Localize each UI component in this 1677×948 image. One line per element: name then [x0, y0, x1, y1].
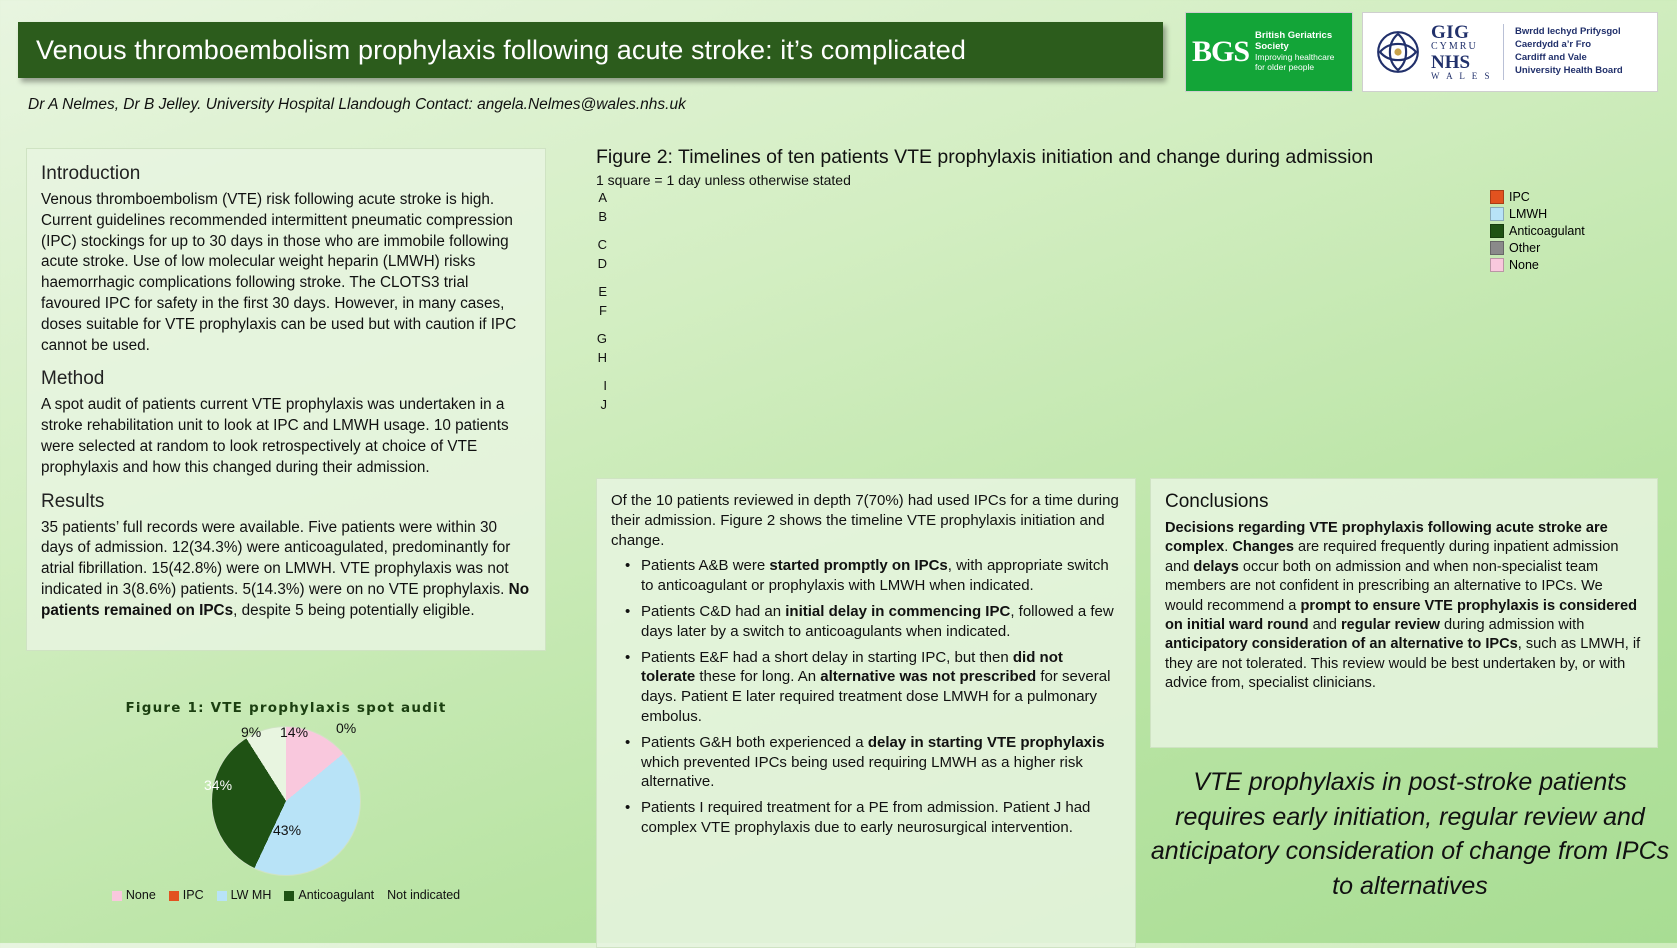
- timeline-row-label: A: [598, 190, 607, 205]
- authors-line: Dr A Nelmes, Dr B Jelley. University Hospital Llandough Contact: angela.Nelmes@wales.nhs.uk: [28, 96, 686, 113]
- bgs-logo-line2: Improving healthcare: [1255, 52, 1335, 63]
- legend1-item-lmwh: [217, 888, 272, 902]
- legend1-label-lmwh: LW MH: [230, 888, 272, 902]
- timeline-row: [596, 329, 1486, 348]
- pie-label-anticoagulant: 34%: [204, 777, 233, 793]
- timeline-row: [596, 376, 1486, 395]
- wales-text: W A L E S: [1431, 70, 1493, 81]
- legend1-item-none: [112, 888, 156, 902]
- introduction-heading: Introduction: [41, 163, 141, 184]
- findings-bullet-emphasis: started promptly on IPCs: [769, 557, 948, 575]
- conclusions-t1: .: [1224, 539, 1233, 556]
- introduction-text: Venous thromboembolism (VTE) risk following acute stroke is high. Current guidelines recommended intermittent pneumatic compression (IPC) stockings for up to 30 days in those who are immobile following acute stroke. Use of low molecular weight heparin (LMWH) risks haemorrhagic complications following stroke. The CLOTS3 trial favoured IPC for safety in the first 30 days. However, in many cases, doses suitable for VTE prophylaxis can be used but with caution if IPC cannot be used.: [41, 191, 517, 354]
- findings-bullet-text: Patients E&F had a short delay in starting IPC, but then: [641, 648, 1013, 666]
- legend2-label: LMWH: [1509, 207, 1548, 221]
- legend2-label: Other: [1509, 241, 1541, 255]
- findings-bullet-text: Patients I required treatment for a PE from admission. Patient J had complex VTE prophylaxis due to early neurosurgical intervention.: [641, 799, 1091, 836]
- timeline-row-label: H: [597, 350, 607, 365]
- findings-bullet-emphasis: alternative was not prescribed: [820, 668, 1037, 686]
- timeline-row: [596, 282, 1486, 301]
- legend2-swatch: [1490, 190, 1504, 204]
- conclusions-b6: anticipatory consideration of an alternative to IPCs: [1165, 636, 1518, 653]
- bgs-logo-letters: BGS: [1192, 35, 1250, 68]
- timeline-row-label: E: [598, 284, 607, 299]
- figure2-legend: [1490, 190, 1585, 275]
- findings-bullet-text: Patients G&H both experienced a: [641, 733, 868, 751]
- findings-bullet-text: , followed a few days later by a switch to anticoagulants when indicated.: [641, 602, 1114, 640]
- figure1-block: [26, 700, 546, 902]
- findings-bullet: [629, 556, 1121, 596]
- method-text: A spot audit of patients current VTE prophylaxis was undertaken in a stroke rehabilitation unit to look at IPC and LMWH usage. 10 patients were selected at random to look retrospectively at choice of VTE prophylaxis and how this changed during their admission.: [41, 396, 509, 476]
- results-text-bold: No patients remained on IPCs: [41, 580, 530, 619]
- bgs-logo: [1185, 12, 1353, 92]
- timeline-row-gap: [596, 273, 1486, 282]
- timeline-row-gap: [596, 320, 1486, 329]
- legend2-swatch: [1490, 258, 1504, 272]
- legend2-label: IPC: [1509, 190, 1530, 204]
- findings-bullet-text: Patients A&B were: [641, 557, 770, 575]
- timeline-row-label: C: [597, 237, 607, 252]
- findings-bullet-text: Patients C&D had an: [641, 602, 786, 620]
- legend2-swatch: [1490, 224, 1504, 238]
- celtic-knot-icon: [1371, 25, 1425, 79]
- pie-label-not-indicated: 9%: [241, 724, 262, 740]
- timeline-row: [596, 235, 1486, 254]
- results-text: [41, 518, 531, 622]
- findings-bullet-text: these for long. An: [695, 668, 821, 686]
- results-text-part1: 35 patients’ full records were available. Five patients were within 30 days of admission. 12(34.3%) were anticoagulated, predominantly for atrial fibrillation. 15(42.8%) were on LMWH. VTE prophylaxis was not indicated in 3(8.6%) patients. 5(14.3%) were on no VTE prophylaxis.: [41, 518, 511, 598]
- poster-tagline: VTE prophylaxis in post-stroke patients requires early initiation, regular review and anticipatory consideration of change from IPCs to alternatives: [1150, 768, 1670, 900]
- pie-label-none: 14%: [280, 724, 309, 740]
- conclusions-heading: Conclusions: [1165, 491, 1269, 512]
- timeline-row: [596, 188, 1486, 207]
- bgs-logo-line3: for older people: [1255, 61, 1315, 72]
- timeline-row-label: F: [599, 303, 607, 318]
- legend1-item-ipc: [169, 888, 204, 902]
- legend1-label-ipc: IPC: [182, 888, 204, 902]
- findings-bullet: [629, 648, 1121, 727]
- findings-bullet-emphasis: initial delay in commencing IPC: [785, 602, 1011, 620]
- timeline-row-label: D: [597, 256, 607, 271]
- legend2-swatch: [1490, 241, 1504, 255]
- knot-center-dot: [1394, 48, 1401, 55]
- legend1-swatch-anticoagulant: [284, 891, 294, 901]
- left-text-column: [26, 148, 546, 651]
- timeline-row-label: J: [600, 397, 607, 412]
- legend2-label: Anticoagulant: [1509, 224, 1585, 238]
- conclusions-b4: prompt to ensure VTE prophylaxis is considered on initial ward round: [1165, 597, 1638, 634]
- figure1-title: Figure 1: VTE prophylaxis spot audit: [125, 700, 447, 716]
- figure2-timeline-chart: [596, 188, 1486, 414]
- legend1-label-not-indicated: Not indicated: [387, 888, 461, 902]
- gig-nhs-wordmark: [1431, 23, 1492, 81]
- findings-bullet-text: which prevented IPCs being used requiring LMWH as a higher risk alternative.: [641, 753, 1083, 791]
- legend2-item: [1490, 190, 1585, 204]
- bgs-logo-text: [1255, 31, 1346, 72]
- conclusions-t5: during admission with: [1439, 617, 1585, 634]
- legend2-swatch: [1490, 207, 1504, 221]
- legend1-swatch-none: [112, 891, 122, 901]
- findings-bullet: [629, 733, 1121, 792]
- pie-chart: [211, 726, 361, 876]
- figure1-legend: [26, 888, 546, 902]
- nhs-wales-logo: [1362, 12, 1658, 92]
- timeline-row: [596, 395, 1486, 414]
- bgs-logo-line1: British Geriatrics Society: [1255, 30, 1333, 53]
- findings-bullet-text: , with appropriate switch to anticoagulant or prophylaxis with LMWH when indicated.: [641, 557, 1109, 595]
- findings-bullet: [629, 602, 1121, 642]
- gig-text: GIG: [1431, 21, 1470, 43]
- logo-divider: [1503, 24, 1504, 80]
- cymru-text: CYMRU: [1431, 41, 1478, 53]
- legend1-label-none: None: [125, 888, 156, 902]
- conclusions-t4: and: [1308, 617, 1341, 634]
- legend1-label-anticoagulant: Anticoagulant: [298, 888, 375, 902]
- timeline-row-label: G: [596, 331, 607, 346]
- legend1-item-anticoagulant: [284, 888, 374, 902]
- page-title: Venous thromboembolism prophylaxis following acute stroke: it’s complicated: [36, 34, 966, 65]
- conclusions-b1: Decisions regarding VTE prophylaxis following acute stroke are complex: [1165, 520, 1608, 556]
- conclusions-b3: delays: [1193, 558, 1239, 575]
- findings-intro: Of the 10 patients reviewed in depth 7(70%) had used IPCs for a time during their admission. Figure 2 shows the timeline VTE prophylaxis initiation and change.: [611, 492, 1119, 549]
- conclusions-t3: occur both on admission and when non-specialist team members are not confident in prescribing an alternative to IPCs. We would recommend a: [1165, 558, 1603, 614]
- findings-bullet-list: [611, 556, 1121, 837]
- method-heading: Method: [41, 368, 105, 390]
- timeline-row-gap: [596, 367, 1486, 376]
- conclusions-t6: , such as LMWH, if they are not tolerated. This review would be best undertaken by, or with advice from, specialist clinicians.: [1165, 636, 1641, 692]
- conclusions-box: [1150, 478, 1658, 748]
- legend2-item: [1490, 207, 1585, 221]
- pie-label-ipc: 0%: [336, 720, 357, 736]
- findings-bullet-emphasis: did not tolerate: [641, 648, 1063, 686]
- timeline-row: [596, 207, 1486, 226]
- figure2-subtitle: 1 square = 1 day unless otherwise stated: [596, 172, 851, 188]
- legend2-item: [1490, 241, 1585, 255]
- health-board-name: Bwrdd Iechyd Prifysgol Caerdydd a’r Fro Cardiff and Vale University Health Board: [1515, 26, 1623, 76]
- conclusions-b5: regular review: [1340, 617, 1440, 634]
- timeline-row-label: I: [603, 378, 607, 393]
- timeline-row-label: B: [598, 209, 607, 224]
- results-text-part2: , despite 5 being potentially eligible.: [233, 601, 475, 619]
- legend1-item-not-indicated: [387, 888, 460, 902]
- legend2-label: None: [1509, 258, 1539, 272]
- findings-bullet: [629, 798, 1121, 838]
- conclusions-t2: are required frequently during inpatient admission and: [1165, 539, 1619, 575]
- pie-label-lmwh: 43%: [273, 822, 302, 838]
- timeline-row: [596, 254, 1486, 273]
- findings-box: [596, 478, 1136, 948]
- conclusions-text: [1165, 519, 1643, 694]
- timeline-row: [596, 348, 1486, 367]
- legend2-item: [1490, 224, 1585, 238]
- timeline-row: [596, 301, 1486, 320]
- legend1-swatch-ipc: [169, 891, 179, 901]
- nhs-text: NHS: [1431, 51, 1471, 73]
- legend1-swatch-lmwh: [217, 891, 227, 901]
- poster-title-bar: [18, 22, 1163, 78]
- findings-bullet-text: for several days. Patient E later required treatment dose LMWH for a pulmonary embolus.: [641, 668, 1111, 725]
- figure1-chart: [26, 722, 546, 872]
- findings-bullet-emphasis: delay in starting VTE prophylaxis: [867, 733, 1105, 751]
- timeline-row-gap: [596, 226, 1486, 235]
- conclusions-b2: Changes: [1232, 539, 1294, 556]
- results-heading: Results: [41, 490, 105, 512]
- legend2-item: [1490, 258, 1585, 272]
- figure2-title: Figure 2: Timelines of ten patients VTE prophylaxis initiation and change during admission: [596, 146, 1374, 168]
